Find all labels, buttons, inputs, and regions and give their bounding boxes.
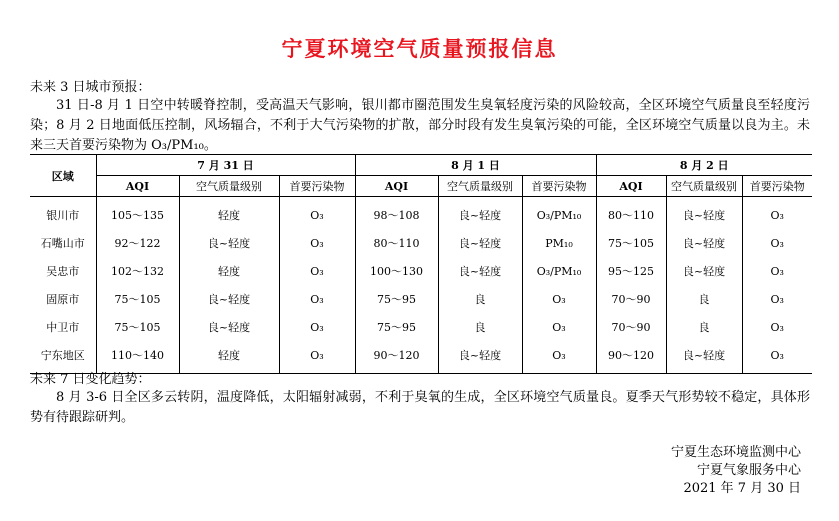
pollutant-cell: O₃ <box>522 313 596 341</box>
pollutant-cell: PM₁₀ <box>522 229 596 257</box>
pollutant-cell: O₃ <box>279 341 355 374</box>
table-row <box>30 341 812 374</box>
aqi-header: AQI <box>96 176 179 197</box>
level-header: 空气质量级别 <box>179 176 279 197</box>
signature-date: 2021 年 7 月 30 日 <box>683 481 801 496</box>
pollutant-cell: O₃/PM₁₀ <box>522 257 596 285</box>
level-cell: 轻度 <box>179 341 279 374</box>
aqi-cell: 75～95 <box>355 313 438 341</box>
table-row <box>30 313 812 341</box>
aqi-cell: 90～120 <box>596 341 666 374</box>
table-row <box>30 229 812 257</box>
day-header: 8 月 2 日 <box>596 155 812 176</box>
pollutant-cell: O₃ <box>742 197 812 230</box>
aqi-header: AQI <box>596 176 666 197</box>
aqi-cell: 75～105 <box>596 229 666 257</box>
aqi-cell: 92～122 <box>96 229 179 257</box>
level-cell: 良~轻度 <box>666 197 742 230</box>
level-cell: 良~轻度 <box>438 197 522 230</box>
aqi-cell: 100～130 <box>355 257 438 285</box>
level-cell: 良~轻度 <box>179 313 279 341</box>
city-cell: 中卫市 <box>46 321 80 334</box>
forecast7-heading: 未来 7 日变化趋势： <box>30 372 151 387</box>
table-row <box>30 197 812 230</box>
pollutant-cell: O₃ <box>279 313 355 341</box>
aqi-cell: 80～110 <box>596 197 666 230</box>
pollutant-cell: O₃ <box>742 285 812 313</box>
city-cell: 宁东地区 <box>40 349 85 362</box>
aqi-cell: 70～90 <box>596 285 666 313</box>
level-cell: 轻度 <box>179 197 279 230</box>
aqi-cell: 80～110 <box>355 229 438 257</box>
city-cell: 固原市 <box>46 293 80 306</box>
pollutant-cell: O₃ <box>742 341 812 374</box>
level-cell: 良~轻度 <box>179 229 279 257</box>
table-row <box>30 285 812 313</box>
pollutant-header: 首要污染物 <box>742 176 812 197</box>
aqi-cell: 95～125 <box>596 257 666 285</box>
level-cell: 轻度 <box>179 257 279 285</box>
forecast7-paragraph: 8 月 3-6 日全区多云转阴，温度降低，太阳辐射减弱，不利于臭氧的生成，全区环境空气质量良。夏季天气形势较不稳定，具体形势有待跟踪研判。 <box>30 390 810 425</box>
level-cell: 良~轻度 <box>438 257 522 285</box>
level-cell: 良~轻度 <box>666 257 742 285</box>
level-cell: 良~轻度 <box>179 285 279 313</box>
city-cell: 银川市 <box>46 209 80 222</box>
forecast3-heading: 未来 3 日城市预报： <box>30 80 151 95</box>
pollutant-cell: O₃ <box>279 229 355 257</box>
level-cell: 良 <box>666 313 742 341</box>
level-cell: 良~轻度 <box>438 341 522 374</box>
level-cell: 良~轻度 <box>666 341 742 374</box>
aqi-cell: 98～108 <box>355 197 438 230</box>
aqi-cell: 105～135 <box>96 197 179 230</box>
level-cell: 良~轻度 <box>666 229 742 257</box>
pollutant-cell: O₃/PM₁₀ <box>522 197 596 230</box>
level-cell: 良 <box>438 313 522 341</box>
pollutant-header: 首要污染物 <box>279 176 355 197</box>
aqi-header: AQI <box>355 176 438 197</box>
city-cell: 吴忠市 <box>46 265 80 278</box>
pollutant-cell: O₃ <box>522 341 596 374</box>
aqi-cell: 102～132 <box>96 257 179 285</box>
level-cell: 良~轻度 <box>438 229 522 257</box>
aqi-cell: 90～120 <box>355 341 438 374</box>
level-header: 空气质量级别 <box>666 176 742 197</box>
signature-org2: 宁夏气象服务中心 <box>696 463 801 478</box>
forecast3-paragraph: 31 日-8 月 1 日空中转暖脊控制，受高温天气影响，银川都市圈范围发生臭氧轻度污染的风险较高，全区环境空气质量良至轻度污染；8 月 2 日地面低压控制，风场辐合，不利于大气污染物的扩散，部分时段有发生臭氧污染的可能，全区环境空气质量以良为主。未来三天首要污染物为 O₃/PM₁₀。 <box>30 98 810 153</box>
pollutant-cell: O₃ <box>279 285 355 313</box>
pollutant-cell: O₃ <box>742 229 812 257</box>
pollutant-cell: O₃ <box>279 197 355 230</box>
level-cell: 良 <box>438 285 522 313</box>
aqi-cell: 70～90 <box>596 313 666 341</box>
level-cell: 良 <box>666 285 742 313</box>
pollutant-cell: O₃ <box>279 257 355 285</box>
aqi-cell: 75～105 <box>96 313 179 341</box>
level-header: 空气质量级别 <box>438 176 522 197</box>
aqi-cell: 75～105 <box>96 285 179 313</box>
pollutant-cell: O₃ <box>742 257 812 285</box>
page-title: 宁夏环境空气质量预报信息 <box>281 36 558 61</box>
aqi-cell: 75～95 <box>355 285 438 313</box>
table-row <box>30 257 812 285</box>
day-header: 7 月 31 日 <box>96 155 355 176</box>
pollutant-cell: O₃ <box>522 285 596 313</box>
day-header: 8 月 1 日 <box>355 155 596 176</box>
aqi-cell: 110～140 <box>96 341 179 374</box>
aqi-forecast-table <box>30 154 812 374</box>
region-header: 区域 <box>30 155 96 197</box>
signature-org1: 宁夏生态环境监测中心 <box>670 445 801 460</box>
city-cell: 石嘴山市 <box>40 237 85 250</box>
pollutant-header: 首要污染物 <box>522 176 596 197</box>
pollutant-cell: O₃ <box>742 313 812 341</box>
